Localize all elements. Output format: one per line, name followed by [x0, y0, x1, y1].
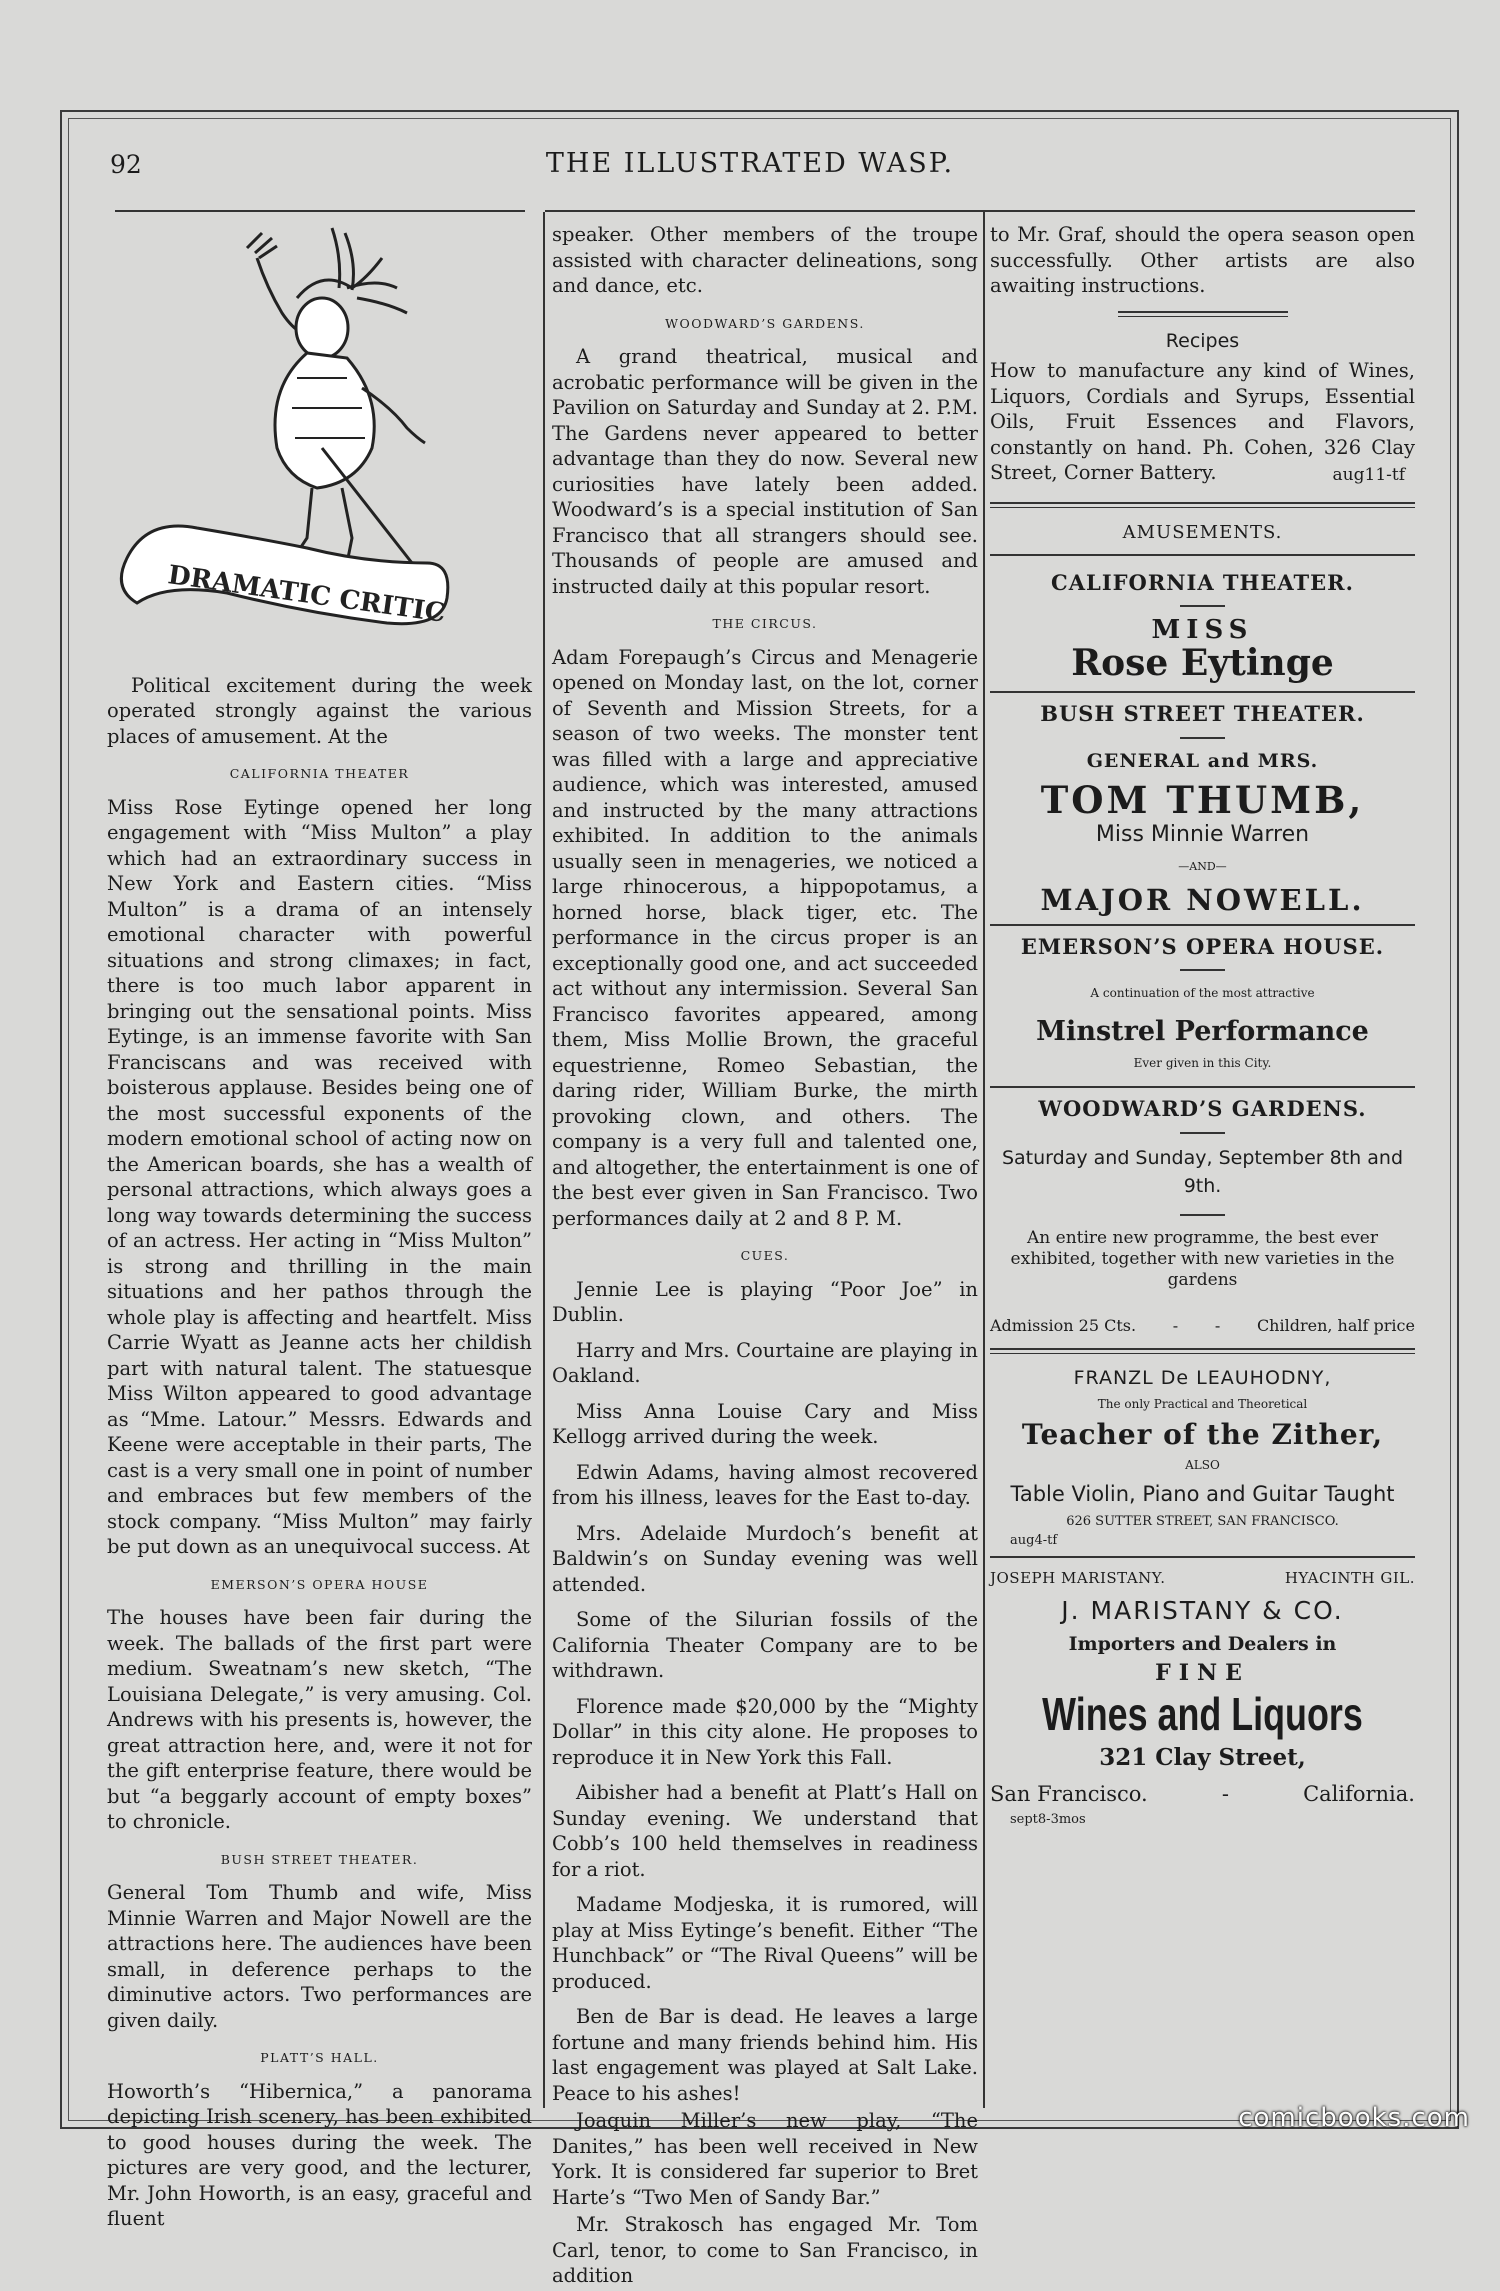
also-label: ALSO: [1185, 1458, 1220, 1472]
short-rule: [1180, 1214, 1225, 1216]
watermark-text: comicbooks.com: [1238, 2103, 1470, 2133]
admission-line: [990, 1313, 1415, 1339]
programme-text: An entire new programme, the best ever exhibited, together with new varieties in the gardens: [1010, 1227, 1395, 1290]
partners-line: [990, 1566, 1415, 1592]
paragraph-california: Miss Rose Eytinge opened her long engagement with “Miss Multon” a play which had an extraordinary success in New York and Eastern cities. “Miss Multon” is a drama of an intensely emotional character with powerful situations and strong climaxes; in fact, there is too much labor apparent in bringing out the sensational points. Miss Eytinge, is an immense favorite with San Franciscans and was received with boisterous applause. Besides being one of the most successful exponents of the modern emotional school of acting now on the American boards, she has a wealth of personal attractions, which always goes a long way towards determining the success of an actress. Her acting in “Miss Multon” is strong and thrilling in the main situations and her pathos through the whole play is affecting and heartfelt. Miss Carrie Wyatt as Jeanne acts her childish part with natural talent. The statuesque Miss Wilton appeared to good advantage as “Mme. Latour.” Messrs. Edwards and Keene were acceptable in their parts, The cast is a very small one in point of number and embraces but few members of the stock company. “Miss Multon” may fairly be put down as an unequivocal success. At: [107, 795, 532, 1558]
cue-item: Aibisher had a benefit at Platt’s Hall on Sunday evening. We understand that Cobb’s 100 held themselves in readiness for a riot.: [552, 1781, 978, 1881]
rule: [990, 924, 1415, 926]
rule: [990, 554, 1415, 556]
cue-item: Jennie Lee is playing “Poor Joe” in Dublin.: [552, 1277, 978, 1326]
miss-label: MISS: [1151, 615, 1254, 645]
subhead-platts-hall: PLATT’S HALL.: [260, 2050, 379, 2065]
continuation-text: A continuation of the most attractive: [1090, 986, 1315, 1000]
state-name: California.: [1303, 1781, 1415, 1806]
header-rule-right: [545, 210, 1415, 212]
ever-given-text: Ever given in this City.: [1133, 1055, 1272, 1070]
cue-item: Some of the Silurian fossils of the California Theater Company are to be withdrawn.: [552, 1608, 978, 1682]
maristany-company: J. MARISTANY & CO.: [1061, 1595, 1344, 1625]
aug4-code: aug4-tf: [1010, 1533, 1058, 1548]
dramatic-critic-illustration: [107, 218, 532, 658]
recipes-body: How to manufacture any kind of Wines, Liquors, Cordials and Syrups, Essential Oils, Fruit Essences and Flavors, constantly on hand. Ph. Cohen, 326 Clay Street, Corner Battery.: [990, 359, 1415, 484]
subhead-circus: THE CIRCUS.: [712, 616, 818, 631]
clay-street-address: 321 Clay Street,: [1099, 1743, 1306, 1771]
column-3: [990, 222, 1415, 1833]
cue-item: Florence made $20,000 by the “Mighty Dollar” in this city alone. He proposes to reproduce it in New York this Fall.: [552, 1694, 978, 1769]
paragraph-circus: Adam Forepaugh’s Circus and Menagerie opened on Monday last, on the lot, corner of Seventh and Mission Streets, for a season of two weeks. The monster tent was filled with a large and appreciative audience, which was interested, amused and instructed by the many attractions exhibited. In addition to the animals usually seen in menageries, we noticed a large rhinocerous, a hippopotamus, a horned horse, black tiger, etc. The performance in the circus proper is an exceptionally good one, and act succeeded act without any intermission. Several San Francisco favorites appeared, among them, Miss Mollie Brown, the graceful equestrienne, Romeo Sebastian, the daring rider, William Burke, the mirth provoking clown, and others. The company is a very full and talented one, and altogether, the entertainment is one of the best ever given in San Francisco. Two performances daily at 2 and 8 P. M.: [552, 645, 978, 1230]
dash: -: [1172, 1315, 1179, 1335]
sept-code: sept8-3mos: [1010, 1812, 1086, 1827]
cue-item: Joaquin Miller’s new play, “The Danites,” has been well received in New York. It is considered far superior to Bret Harte’s “Two Men of Sandy Bar.”: [552, 2109, 978, 2209]
joseph-maristany: JOSEPH MARISTANY.: [990, 1569, 1166, 1587]
cue-item: Mrs. Adelaide Murdoch’s benefit at Baldwin’s on Sunday evening was well attended.: [552, 1521, 978, 1596]
recipes-title: Recipes: [1165, 329, 1240, 352]
minnie-warren: Miss Minnie Warren: [1095, 822, 1310, 847]
short-rule: [1180, 1132, 1225, 1134]
subhead-bush-street: BUSH STREET THEATER.: [220, 1851, 419, 1867]
cue-item: Harry and Mrs. Courtaine are playing in Oakland.: [552, 1338, 978, 1387]
dash: -: [1214, 1315, 1221, 1335]
paragraph-emerson: The houses have been fair during the week. The ballads of the first part were medium. Sweatnam’s new sketch, “The Louisiana Delegate,” is very amusing. Col. Andrews with his presents is, however, the great attraction here, and, were it not for the gift enterprise feature, there would be but “a beggarly account of empty boxes” to chronicle.: [107, 1606, 532, 1833]
illustration-banner-text: DRAMATIC CRITIC: [166, 560, 448, 629]
subhead-emerson: EMERSON’S OPERA HOUSE: [210, 1576, 429, 1592]
rule: [990, 1556, 1415, 1558]
cue-item: Mr. Strakosch has engaged Mr. Tom Carl, tenor, to come to San Francisco, in addition: [552, 2213, 978, 2287]
teacher-zither-headline: Teacher of the Zither,: [1021, 1418, 1384, 1451]
bush-street-ad: BUSH STREET THEATER.: [1040, 701, 1365, 726]
table-violin-text: Table Violin, Piano and Guitar Taught: [1010, 1481, 1395, 1506]
masthead-title: THE ILLUSTRATED WASP.: [545, 148, 955, 179]
cue-item: Ben de Bar is dead. He leaves a large fortune and many friends behind him. His last engagement was played at Salt Lake. Peace to his ashes!: [552, 2005, 978, 2105]
city-name: San Francisco.: [990, 1781, 1148, 1806]
and-label: —AND—: [1178, 860, 1227, 873]
cue-item: Edwin Adams, having almost recovered from his illness, leaves for the East to-day.: [552, 1460, 978, 1509]
children-price: Children, half price: [1256, 1315, 1415, 1335]
subhead-california-theater: CALIFORNIA THEATER: [229, 766, 410, 781]
recipes-code: aug11-tf: [1332, 464, 1405, 485]
column-rule-2: [983, 212, 985, 2108]
paragraph-bush-street: General Tom Thumb and wife, Miss Minnie Warren and Major Nowell are the attractions here. The audiences have been small, in deference perhaps to the diminutive actors. Two performances are given daily.: [107, 1881, 532, 2032]
short-rule: [1180, 737, 1225, 739]
only-practical-text: The only Practical and Theoretical: [1097, 1396, 1308, 1411]
emersons-opera-house-ad: EMERSON’S OPERA HOUSE.: [1020, 933, 1385, 959]
woodwards-gardens-ad: WOODWARD’S GARDENS.: [1038, 1096, 1367, 1121]
hyacinth-gil: HYACINTH GIL.: [1284, 1569, 1415, 1587]
rule: [990, 691, 1415, 693]
wines-liquors-headline: Wines and Liquors: [1042, 1687, 1363, 1740]
intro-paragraph: Political excitement during the week operated strongly against the various places of amusement. At the: [107, 673, 532, 748]
column-1: [107, 218, 532, 2234]
paragraph-platts-hall: Howorth’s “Hibernica,” a panorama depicting Irish scenery, has been exhibited to good houses during the week. The pictures are very good, and the lecturer, Mr. John Howorth, is an easy, graceful and fluent: [107, 2079, 532, 2230]
rule: [990, 1086, 1415, 1088]
city-line: [990, 1782, 1415, 1808]
short-rule: [1180, 969, 1225, 971]
paragraph-woodwards: A grand theatrical, musical and acrobatic performance will be given in the Pavilion on Saturday and Sunday at 2. P.M. The Gardens never appeared to better advantage than they do now. Several new curiosities have lately been added. Woodward’s is a special institution of San Francisco that all strangers should see. Thousands of people are amused and instructed daily at this popular resort.: [552, 345, 978, 598]
california-theater-ad: CALIFORNIA THEATER.: [1051, 569, 1354, 595]
short-rule: [1180, 605, 1225, 607]
general-mrs: GENERAL and MRS.: [1086, 749, 1319, 772]
amusements-rule: [990, 502, 1415, 508]
importers-text: Importers and Dealers in: [1068, 1632, 1337, 1655]
minstrel-headline: Minstrel Performance: [1036, 1015, 1369, 1047]
amusements-heading: AMUSEMENTS.: [1122, 522, 1283, 543]
fine-label: FINE: [1155, 1659, 1250, 1686]
franzl-name: FRANZL De LEAUHODNY,: [1073, 1367, 1332, 1389]
page-number: 92: [110, 150, 142, 179]
sutter-address: 626 SUTTER STREET, SAN FRANCISCO.: [1066, 1513, 1339, 1529]
dates-text: Saturday and Sunday, September 8th and 9th.: [1001, 1146, 1404, 1197]
double-rule: [1118, 311, 1288, 317]
header-rule-left: [115, 210, 525, 212]
paragraph-continued-col3: to Mr. Graf, should the opera season open successfully. Other artists are also awaiting instructions.: [990, 223, 1415, 297]
cue-item: Madame Modjeska, it is rumored, will play at Miss Eytinge’s benefit. Either “The Hunchback” or “The Rival Queens” will be produced.: [552, 1893, 978, 1993]
tom-thumb-headline: TOM THUMB,: [1040, 778, 1365, 822]
subhead-woodwards: WOODWARD’S GARDENS.: [665, 315, 865, 331]
column-rule-1: [543, 212, 545, 2108]
paragraph-continued: speaker. Other members of the troupe assisted with character delineations, song and dance, etc.: [552, 223, 978, 297]
column-2: [552, 222, 978, 2291]
double-rule: [990, 1348, 1415, 1354]
subhead-cues: CUES.: [740, 1248, 790, 1263]
major-nowell-headline: MAJOR NOWELL.: [1040, 882, 1365, 917]
rose-eytinge-headline: Rose Eytinge: [1071, 642, 1334, 684]
admission-price: Admission 25 Cts.: [990, 1315, 1137, 1335]
dash: -: [1221, 1781, 1229, 1806]
cue-item: Miss Anna Louise Cary and Miss Kellogg arrived during the week.: [552, 1399, 978, 1448]
